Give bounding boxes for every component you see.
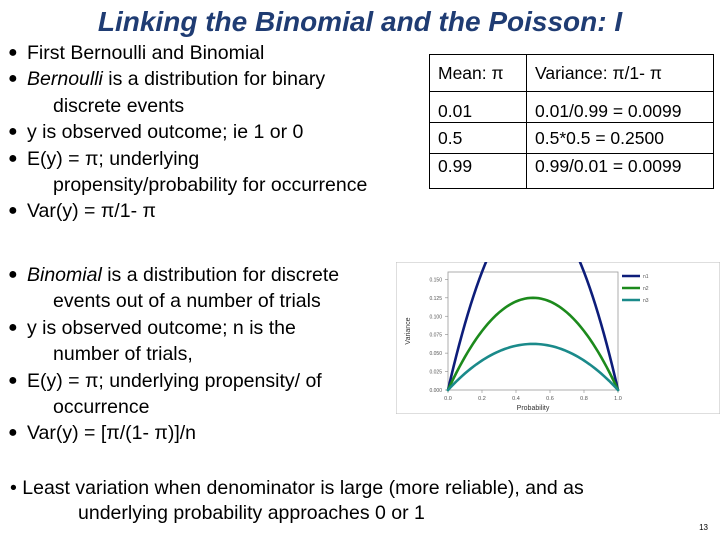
table-header-cell: Variance: π/1- π	[527, 55, 714, 92]
y-tick-label: 0.125	[429, 295, 442, 302]
x-tick-label: 0.4	[512, 396, 520, 402]
bullet-icon: ●	[8, 424, 18, 442]
table-header-row	[430, 55, 714, 92]
bullet-icon: ●	[8, 149, 18, 167]
bullet-icon: ●	[8, 70, 18, 88]
footnote: • Least variation when denominator is large (more reliable), and as underlying probability approaches 0 or 1	[10, 476, 710, 526]
x-tick-label: 0.8	[580, 396, 588, 402]
bullet-icon: ●	[8, 44, 18, 61]
bullet-item: ● y is observed outcome; ie 1 or 0	[8, 119, 428, 145]
bullet-icon: ●	[8, 318, 18, 336]
footnote-line: Least variation when denominator is large (more reliable), and as	[22, 477, 584, 499]
legend-label: n1	[643, 274, 649, 280]
table-cell: 0.5	[430, 123, 527, 154]
table-cell: 0.01	[430, 92, 527, 123]
bullet-continuation: events out of a number of trials	[53, 290, 321, 313]
y-axis-label: Variance	[405, 317, 412, 345]
x-tick-label: 1.0	[614, 396, 622, 402]
bullet-item: ● Bernoulli is a distribution for binary	[8, 66, 428, 92]
slide-title: Linking the Binomial and the Poisson: I	[97, 6, 623, 37]
binomial-bullets	[8, 262, 408, 447]
bullet-icon: ●	[8, 266, 18, 283]
bullet-item: ● E(y) = π; underlying propensity/ of	[8, 368, 408, 394]
table-header-cell: Mean: π	[430, 55, 527, 92]
legend-label: n3	[643, 298, 649, 304]
table-cell: 0.99	[430, 154, 527, 189]
bullet-continuation: discrete events	[53, 94, 185, 117]
y-tick-label: 0.050	[429, 351, 442, 358]
bullet-item: ● y is observed outcome; n is the	[8, 315, 408, 341]
bullet-item: ● Var(y) = π/1- π	[8, 198, 428, 224]
table-row	[430, 92, 714, 123]
y-tick-label: 0.150	[429, 277, 442, 284]
page-number: 13	[699, 523, 708, 532]
table-cell: 0.01/0.99 = 0.0099	[527, 92, 714, 123]
table-row	[430, 154, 714, 189]
footnote-continuation: underlying probability approaches 0 or 1	[78, 502, 425, 524]
bullet-continuation: propensity/probability for occurrence	[53, 174, 368, 197]
bullet-icon: ●	[8, 123, 18, 141]
chart-frame	[396, 262, 720, 414]
bullet-icon: ●	[8, 371, 18, 389]
bullet-item: ● First Bernoulli and Binomial	[8, 40, 428, 66]
variance-table	[429, 54, 714, 189]
bullet-continuation: occurrence	[53, 396, 150, 419]
x-tick-label: 0.0	[444, 396, 452, 402]
legend-label: n2	[643, 286, 649, 292]
x-axis-label: Probability	[516, 405, 550, 412]
table-cell: 0.99/0.01 = 0.0099	[527, 154, 714, 189]
bullet-item: ● Var(y) = [π/(1- π)]/n	[8, 420, 408, 446]
bullet-item: ● Binomial is a distribution for discrete	[8, 262, 408, 288]
y-tick-label: 0.025	[429, 369, 442, 376]
bullet-continuation: number of trials,	[53, 343, 193, 366]
table-row	[430, 123, 714, 154]
y-tick-label: 0.000	[429, 388, 442, 394]
y-tick-label: 0.075	[429, 332, 442, 339]
y-tick-label: 0.100	[429, 314, 442, 321]
x-tick-label: 0.6	[546, 396, 554, 402]
bullet-item: ● E(y) = π; underlying	[8, 146, 428, 172]
bullet-icon: ●	[8, 202, 18, 220]
table-cell: 0.5*0.5 = 0.2500	[527, 123, 714, 154]
x-tick-label: 0.2	[478, 396, 486, 402]
bernoulli-bullets	[8, 40, 428, 225]
variance-chart	[396, 262, 720, 414]
